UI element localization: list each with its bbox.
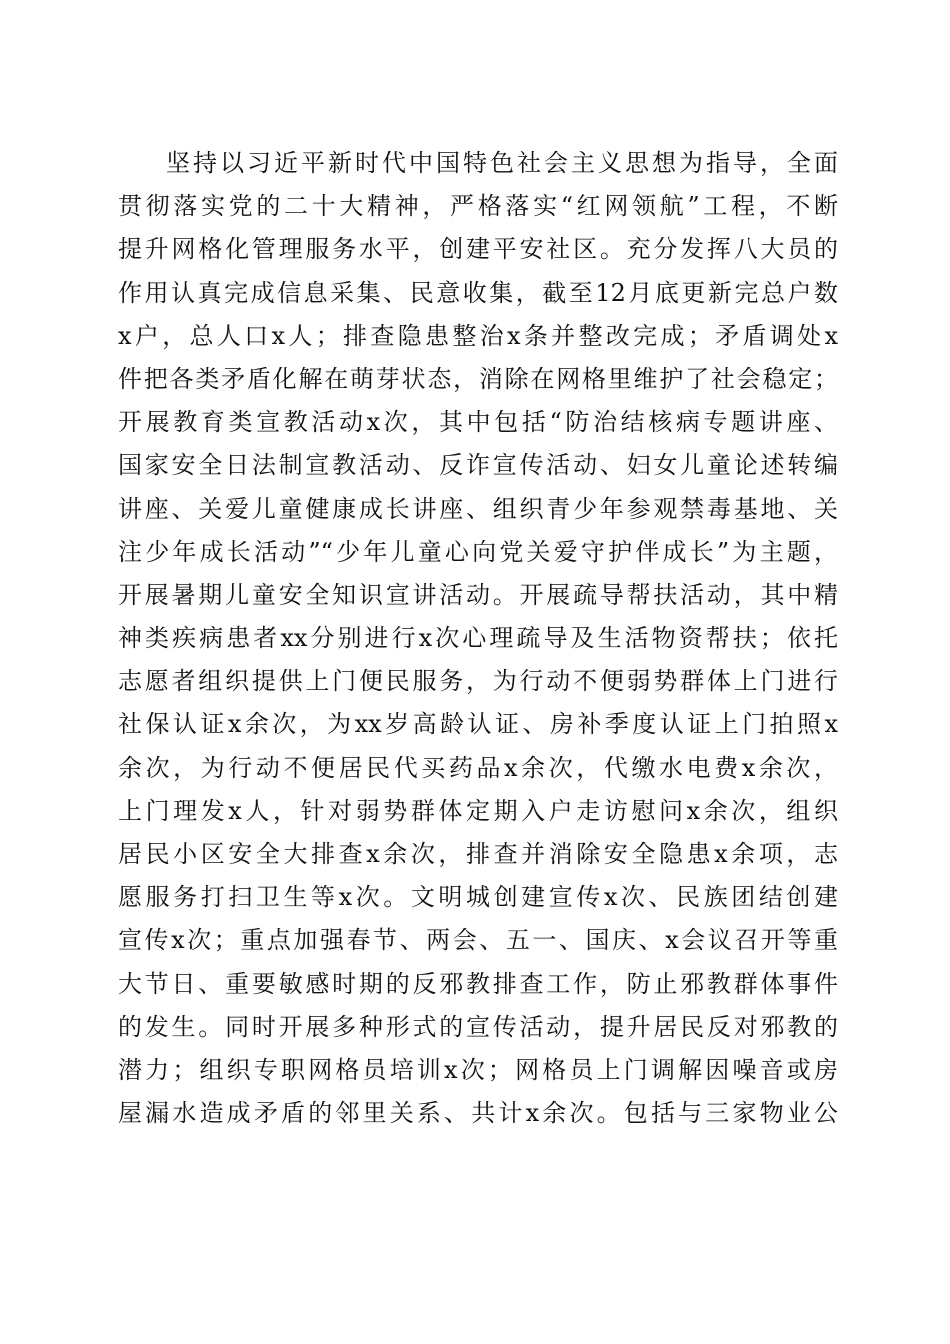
paragraph-line-15: 余次，为行动不便居民代买药品x余次，代缴水电费x余次， (118, 753, 838, 782)
paragraph-line-16: 上门理发x人，针对弱势群体定期入户走访慰问x余次，组织 (118, 796, 838, 825)
paragraph-line-6: 件把各类矛盾化解在萌芽状态，消除在网格里维护了社会稳定； (118, 364, 838, 393)
paragraph-line-12: 神类疾病患者xx分别进行x次心理疏导及生活物资帮扶；依托 (118, 624, 838, 653)
paragraph-line-20: 大节日、重要敏感时期的反邪教排查工作，防止邪教群体事件 (118, 969, 838, 998)
paragraph-line-3: 提升网格化管理服务水平，创建平安社区。充分发挥八大员的 (118, 235, 838, 264)
paragraph-line-13: 志愿者组织提供上门便民服务，为行动不便弱势群体上门进行 (118, 667, 838, 696)
paragraph-line-19: 宣传x次；重点加强春节、两会、五一、国庆、x会议召开等重 (118, 926, 838, 955)
paragraph-line-22: 潜力；组织专职网格员培训x次；网格员上门调解因噪音或房 (118, 1055, 838, 1084)
paragraph-line-1: 坚持以习近平新时代中国特色社会主义思想为指导，全面 (166, 149, 838, 177)
paragraph-line-18: 愿服务打扫卫生等x次。文明城创建宣传x次、民族团结创建 (118, 883, 838, 912)
body-paragraph (118, 142, 838, 1135)
paragraph-line-5: x户，总人口x人；排查隐患整治x条并整改完成；矛盾调处x (118, 321, 838, 350)
paragraph-line-21: 的发生。同时开展多种形式的宣传活动，提升居民反对邪教的 (118, 1012, 838, 1041)
paragraph-line-23: 屋漏水造成矛盾的邻里关系、共计x余次。包括与三家物业公 (118, 1099, 838, 1128)
paragraph-line-11: 开展暑期儿童安全知识宣讲活动。开展疏导帮扶活动，其中精 (118, 580, 838, 609)
paragraph-line-9: 讲座、关爱儿童健康成长讲座、组织青少年参观禁毒基地、关 (118, 494, 838, 523)
paragraph-line-8: 国家安全日法制宣教活动、反诈宣传活动、妇女儿童论述转编 (118, 451, 838, 480)
paragraph-line-17: 居民小区安全大排查x余次，排查并消除安全隐患x余项，志 (118, 840, 838, 868)
paragraph-line-2: 贯彻落实党的二十大精神，严格落实“红网领航”工程，不断 (118, 192, 838, 221)
paragraph-line-4: 作用认真完成信息采集、民意收集，截至12月底更新完总户数 (118, 278, 838, 307)
paragraph-line-10: 注少年成长活动”“少年儿童心向党关爱守护伴成长”为主题， (118, 537, 838, 566)
paragraph-line-7: 开展教育类宣教活动x次，其中包括“防治结核病专题讲座、 (118, 408, 838, 437)
paragraph-line-14: 社保认证x余次，为xx岁高龄认证、房补季度认证上门拍照x (118, 710, 838, 739)
